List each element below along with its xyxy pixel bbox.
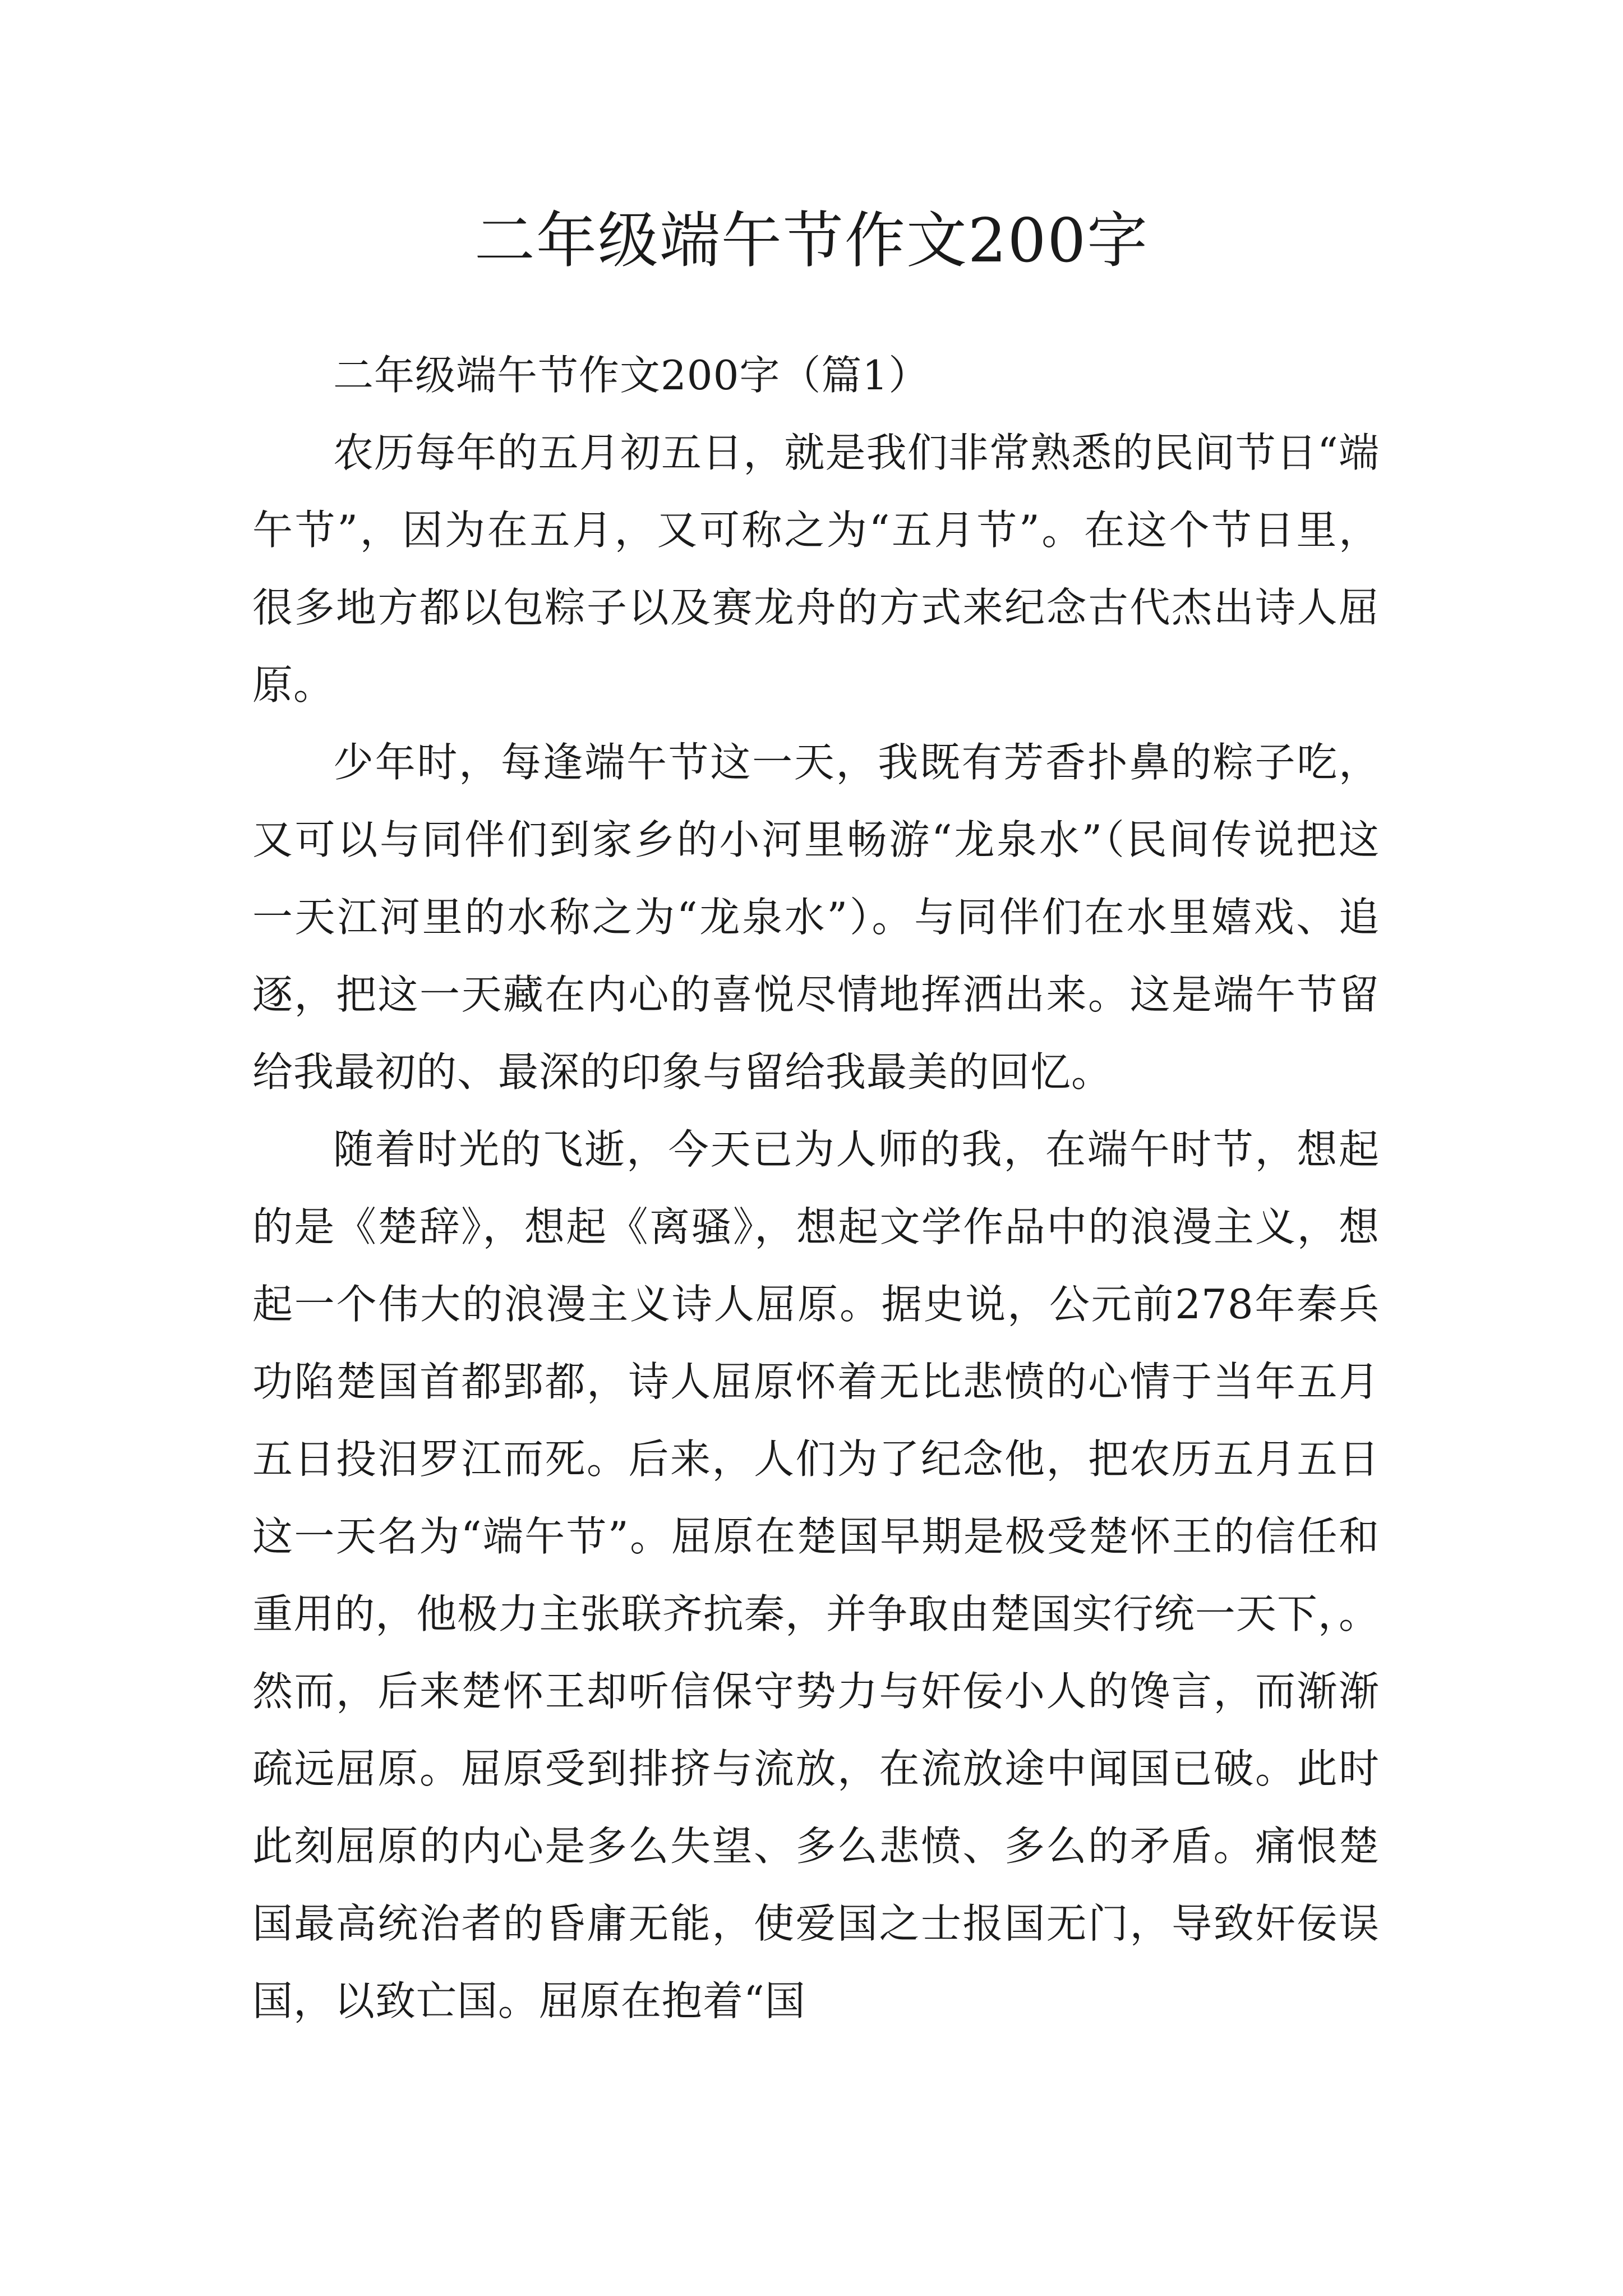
paragraph: 少年时，每逢端午节这一天，我既有芳香扑鼻的粽子吃，又可以与同伴们到家乡的小河里畅游“龙泉水”（民间传说把这一天江河里的水称之为“龙泉水”）。与同伴们在水里嬉戏、追逐，把这一天藏在内心的喜悦尽情地挥洒出来。这是端午节留给我最初的、最深的印象与留给我最美的回忆。 <box>252 739 1380 1096</box>
document-body <box>252 337 1380 2040</box>
paragraph: 随着时光的飞逝，今天已为人师的我，在端午时节，想起的是《楚辞》，想起《离骚》，想起文学作品中的浪漫主义，想起一个伟大的浪漫主义诗人屈原。据史说，公元前278年秦兵功陷楚国首都郢都，诗人屈原怀着无比悲愤的心情于当年五月五日投汨罗江而死。后来，人们为了纪念他，把农历五月五日这一天名为“端午节”。屈原在楚国早期是极受楚怀王的信任和重用的，他极力主张联齐抗秦，并争取由楚国实行统一天下，。然而，后来楚怀王却听信保守势力与奸佞小人的馋言，而渐渐疏远屈原。屈原受到排挤与流放，在流放途中闻国已破。此时此刻屈原的内心是多么失望、多么悲愤、多么的矛盾。痛恨楚国最高统治者的昏庸无能，使爱国之士报国无门，导致奸佞误国，以致亡国。屈原在抱着“国 <box>252 1126 1380 2024</box>
document-title: 二年级端午节作文200字 <box>474 206 1149 276</box>
paragraph-heading: 二年级端午节作文200字（篇1） <box>333 352 930 399</box>
paragraph: 农历每年的五月初五日，就是我们非常熟悉的民间节日“端午节”，因为在五月，又可称之为“五月节”。在这个节日里，很多地方都以包粽子以及赛龙舟的方式来纪念古代杰出诗人屈原。 <box>252 429 1380 708</box>
